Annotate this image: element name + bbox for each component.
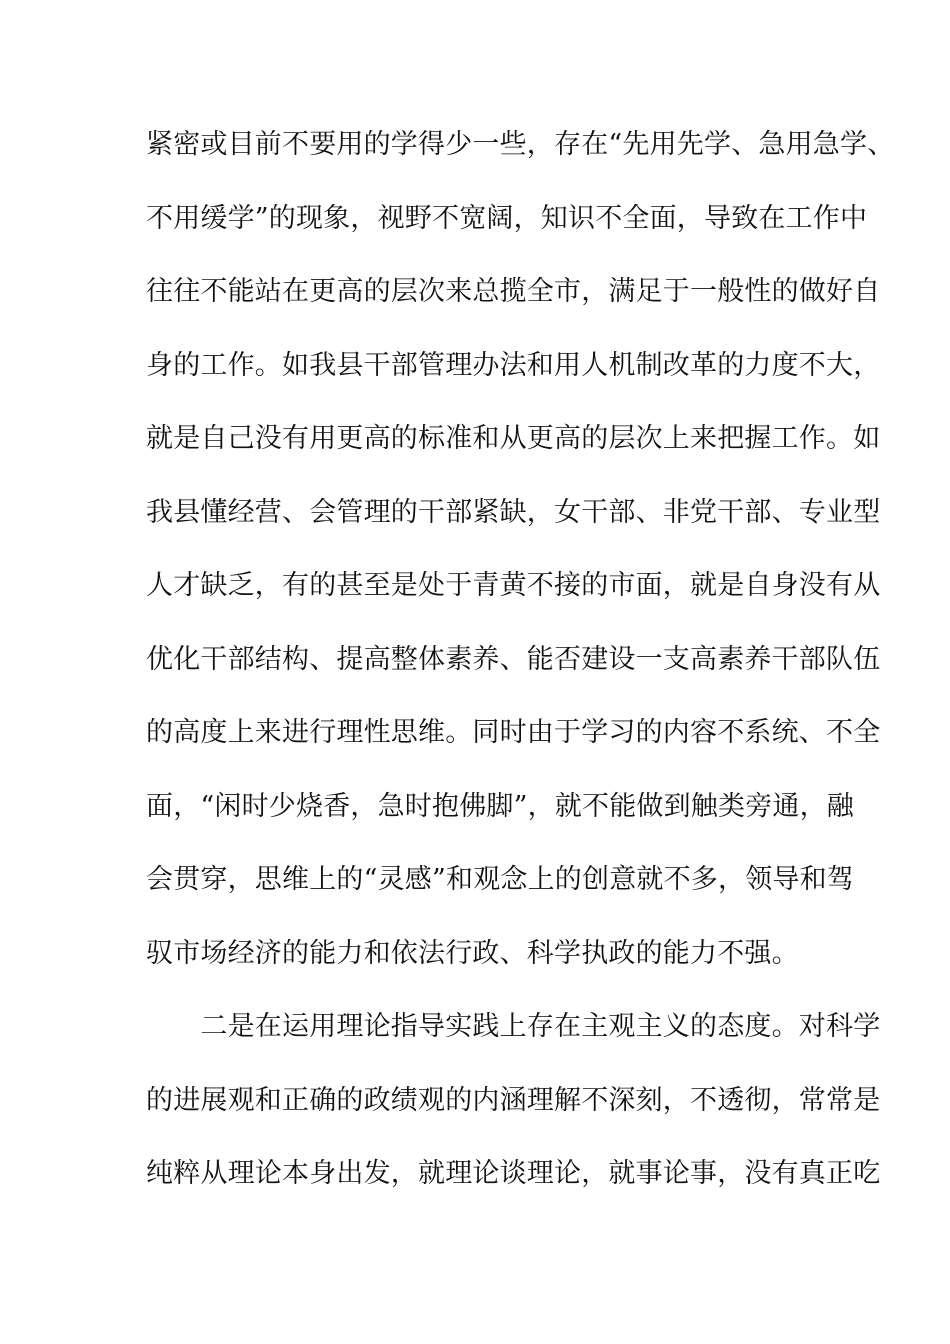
text-line: 不用缓学”的现象，视野不宽阔，知识不全面，导致在工作中 [146, 202, 868, 234]
text-line: 身的工作。如我县干部管理办法和用人机制改革的力度不大， [146, 349, 881, 381]
text-line: 的高度上来进行理性思维。同时由于学习的内容不系统、不全 [146, 717, 881, 748]
text-line: 优化干部结构、提高整体素养、能否建设一支高素养干部队伍 [146, 643, 881, 675]
paragraph-start-line: 二是在运用理论指导实践上存在主观主义的态度。对科学 [146, 1011, 881, 1042]
text-line: 人才缺乏，有的甚至是处于青黄不接的市面，就是自身没有从 [146, 570, 881, 601]
text-line: 就是自己没有用更高的标准和从更高的层次上来把握工作。如 [146, 423, 881, 454]
body-text [146, 125, 895, 1228]
text-line: 往往不能站在更高的层次来总揽全市，满足于一般性的做好自 [146, 276, 881, 307]
text-line: 紧密或目前不要用的学得少一些，存在“先用先学、急用急学、 [146, 129, 895, 160]
text-line: 纯粹从理论本身出发，就理论谈理论，就事论事，没有真正吃 [146, 1158, 881, 1189]
text-line: 驭市场经济的能力和依法行政、科学执政的能力不强。 [146, 937, 799, 969]
text-line: 面，“闲时少烧香，急时抱佛脚”，就不能做到触类旁通，融 [146, 790, 855, 822]
text-line: 的进展观和正确的政绩观的内涵理解不深刻，不透彻，常常是 [146, 1084, 881, 1116]
text-line: 会贯穿，思维上的“灵感”和观念上的创意就不多，领导和驾 [146, 864, 855, 895]
text-line: 我县懂经营、会管理的干部紧缺，女干部、非党干部、专业型 [146, 496, 881, 528]
